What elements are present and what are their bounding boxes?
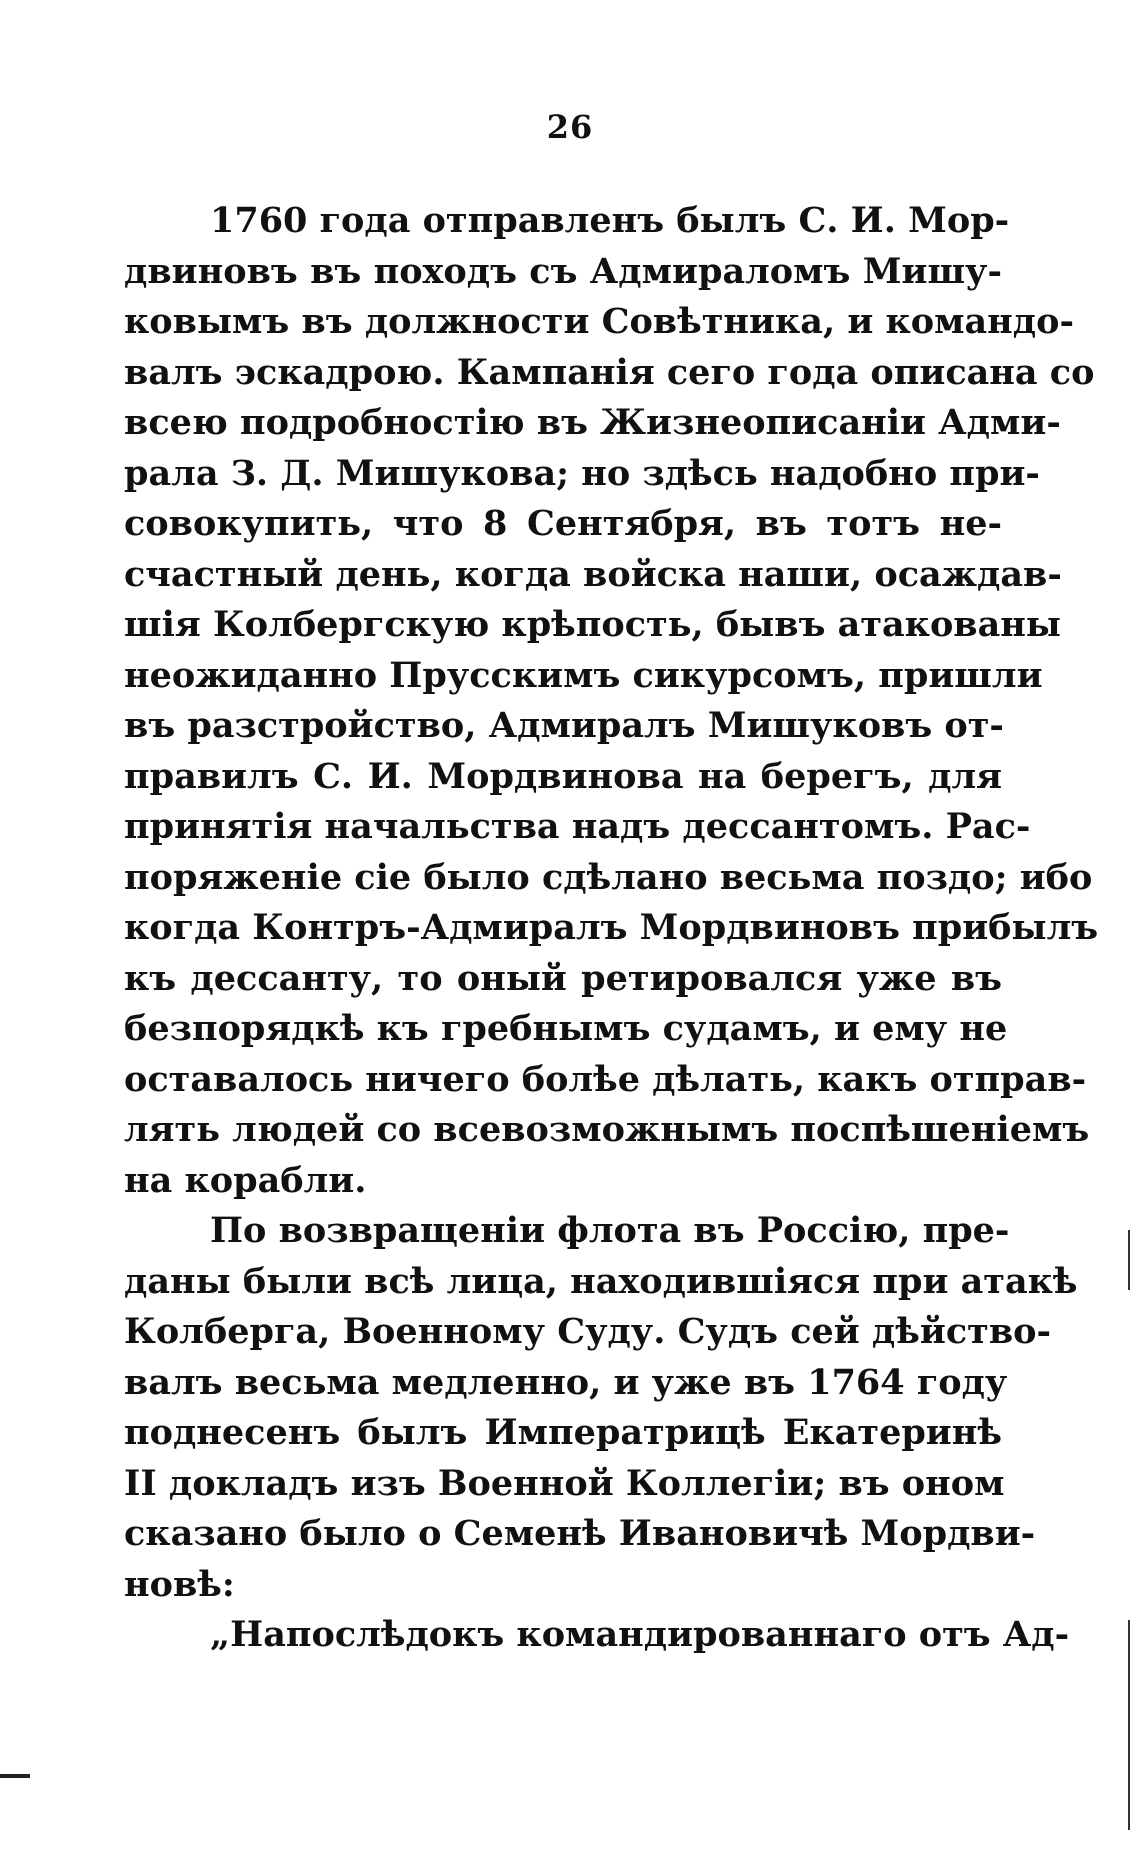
scan-edge-line: [1128, 1620, 1130, 1830]
text-line: поряженіе сіе было сдѣлано весьма поздо; ибо: [124, 856, 1093, 898]
page-number: 26: [546, 108, 594, 146]
text-line: когда Контръ-Адмиралъ Мордвиновъ прибылъ: [124, 907, 1099, 948]
text-line: всею подробностію въ Жизнеописаніи Адми-: [124, 402, 1061, 443]
text-line: рала З. Д. Мишукова; но здѣсь надобно при-: [124, 452, 1040, 494]
text-line: шія Колбергскую крѣпость, бывъ атакованы: [124, 604, 1062, 645]
text-line: валъ весьма медленно, и уже въ 1764 году: [124, 1361, 1008, 1403]
text-line: на корабли.: [124, 1159, 367, 1201]
text-line: совокупить, что 8 Сентября, въ тотъ не-: [124, 503, 1002, 544]
text-line: Колберга, Военному Суду. Судъ сей дѣйство-: [124, 1311, 1052, 1352]
text-line: ковымъ въ должности Совѣтника, и командо-: [124, 301, 1074, 342]
body-text: [124, 196, 1099, 1661]
scan-edge-line: [1128, 1230, 1130, 1290]
text-line: валъ эскадрою. Кампанія сего года описана со: [124, 351, 1095, 393]
text-line: оставалось ничего болѣе дѣлать, какъ отправ-: [124, 1058, 1087, 1100]
text-line: неожиданно Прусскимъ сикурсомъ, пришли: [124, 654, 1043, 696]
text-line: счастный день, когда войска наши, осаждав-: [124, 553, 1062, 595]
text-line: даны были всѣ лица, находившіяся при атакѣ: [124, 1260, 1078, 1302]
text-line: двиновъ въ походъ съ Адмираломъ Мишу-: [124, 250, 1002, 292]
scan-edge-mark: [0, 1774, 30, 1778]
text-line: II докладъ изъ Военной Коллегіи; въ оном: [124, 1462, 1005, 1504]
text-line: поднесенъ былъ Императрицѣ Екатеринѣ: [124, 1412, 1002, 1453]
text-line: безпорядкѣ къ гребнымъ судамъ, и ему не: [124, 1008, 1008, 1049]
text-line: „Напослѣдокъ командированнаго отъ Ад-: [210, 1614, 1070, 1655]
text-line: По возвращеніи флота въ Россію, пре-: [210, 1210, 1010, 1251]
text-line: правилъ С. И. Мордвинова на берегъ, для: [124, 755, 1002, 797]
text-line: принятія начальства надъ дессантомъ. Рас-: [124, 806, 1031, 847]
text-line: въ разстройство, Адмиралъ Мишуковъ от-: [124, 705, 1004, 746]
text-line: новѣ:: [124, 1563, 235, 1605]
text-line: къ дессанту, то оный ретировался уже въ: [124, 957, 1002, 999]
text-line: 1760 года отправленъ былъ С. И. Мор-: [210, 200, 1010, 241]
text-line: сказано было о Семенѣ Ивановичѣ Мордви-: [124, 1513, 1036, 1554]
text-line: лять людей со всевозможнымъ поспѣшеніемъ: [124, 1109, 1090, 1150]
